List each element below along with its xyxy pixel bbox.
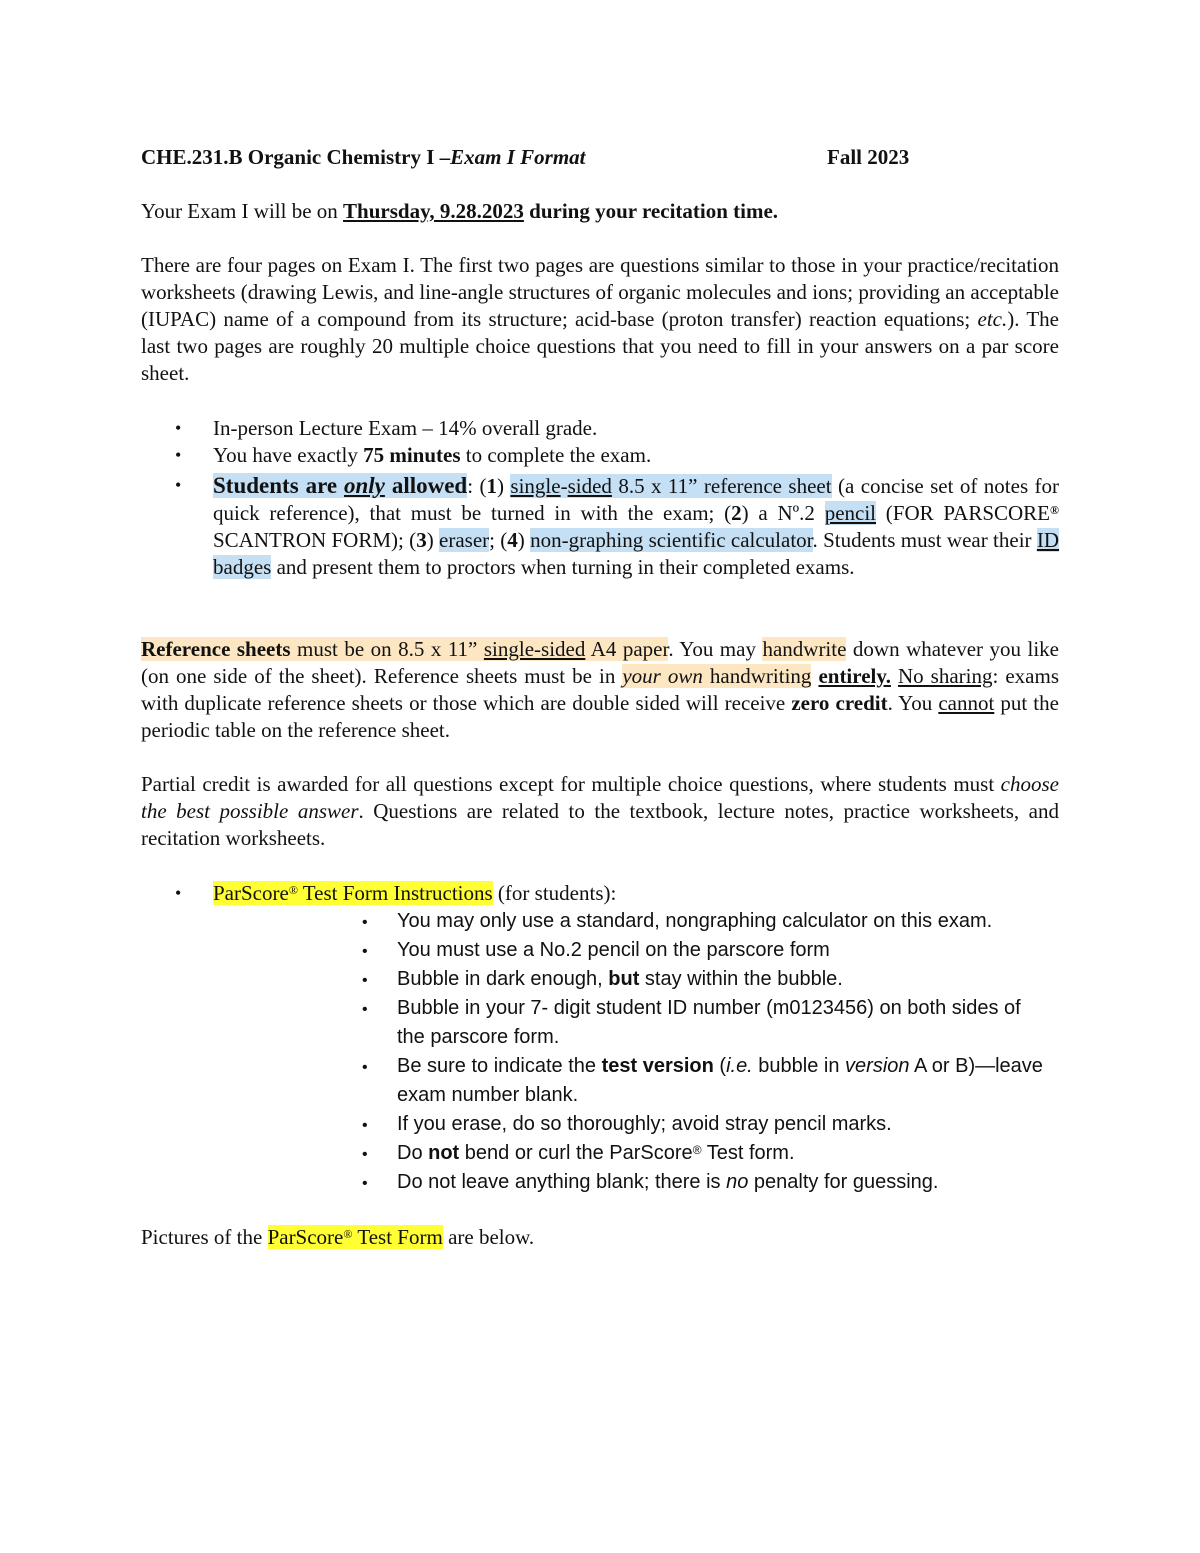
cannot-word: cannot [938,691,995,715]
sided-word: sided [567,474,612,498]
entirely-word: entirely. [818,664,891,688]
i7-b: not [428,1142,460,1164]
intro-tail: during your recitation time. [523,199,779,223]
i5-f: version [845,1055,910,1077]
duplicate-text: : exams with duplicate reference sheets or those which are double sided will receive [141,664,1060,715]
i5-g: A or B)—leave [909,1055,1043,1077]
i8-a: Do not leave anything blank; there is [397,1171,727,1193]
intro-lead: Your Exam I will be on [141,199,344,223]
close-4: ) [517,528,531,552]
i3-a: Bubble in dark enough, [397,968,609,990]
closing-parscore: ParScore [267,1225,344,1249]
only-word: only [344,473,385,498]
students-are: Students are [213,473,344,498]
calculator-text: non-graphing scientific calculator [530,528,813,552]
i7-a: Do [397,1142,429,1164]
i3-b: but [608,968,640,990]
bullet-dot-icon: • [175,418,182,438]
bullet-dot-icon: • [175,475,182,495]
dash: - [560,474,568,498]
instruction-item [362,907,368,937]
closing-highlight [268,1225,443,1249]
instruction-item [362,1110,368,1140]
pencil-word: pencil [824,501,877,525]
overview-text: There are four pages on Exam I. The first two pages are questions similar to those in your practice/recitation worksheets (drawing Lewis, and line-angle structures of organic molecules and ions; providing an acceptable (IUPAC) name of a compound from its structure; acid-base (proton transfer) reaction equations; [141,253,1059,331]
registered-mark: ® [288,883,298,897]
allowed-word: allowed [384,473,468,498]
bullet-dot-icon: • [362,1175,368,1192]
closing-tail: are below. [442,1225,535,1249]
handwriting-word: handwriting [702,664,812,688]
instruction-text [397,1168,938,1197]
bullet-text: In-person Lecture Exam – 14% overall grade. [213,416,598,440]
num-2-tail: ) a Nº.2 [741,501,825,525]
ref-sheet: 8.5 x 11” reference sheet [611,474,832,498]
own-handwriting [622,664,811,688]
bullet-text [213,442,1059,469]
num-4: 4 [507,528,518,552]
instruction-text [397,1052,1043,1081]
bullet-dot-icon: • [362,1059,368,1076]
students-allowed-label [213,473,467,498]
overview-etc: etc. [977,307,1008,331]
i5-b: test version [601,1055,714,1077]
i8-c: penalty for guessing. [748,1171,939,1193]
bullet-text [213,880,1059,907]
bullet-dot-icon: • [175,445,182,465]
i3-c: stay within the bubble. [639,968,843,990]
handwrite-word: handwrite [762,637,847,661]
time-tail: to complete the exam. [460,443,652,467]
eraser-word: eraser [439,528,490,552]
semicolon: ; ( [489,528,508,552]
bullet-text [213,472,1059,581]
course-title [141,144,586,171]
partial-italic: choose the best possible answer [141,772,1059,823]
course-name: CHE.231.B Organic Chemistry I – [141,145,451,169]
partial-lead: Partial credit is awarded for all questions except for multiple choice questions, where students must [141,772,1001,796]
instruction-item [362,1052,368,1082]
instruction-text-cont: exam number blank. [397,1084,579,1106]
form-text-2: SCANTRON FORM); ( [213,528,417,552]
instruction-text [397,1139,795,1168]
must-be: must be on 8.5 x 11” [290,637,484,661]
instruction-text: Bubble in your 7- digit student ID number (m0123456) on both sides of [397,997,1021,1019]
instruction-item [362,994,368,1024]
i5-c: ( [713,1055,727,1077]
instruction-text-cont: the parscore form. [397,1026,560,1048]
closing-line [141,1224,534,1251]
badges-lead: Students must wear their [817,528,1037,552]
i5-d: i.e. [726,1055,753,1077]
no-sharing: No sharing [897,664,993,688]
bullet-dot-icon: • [362,1001,368,1018]
i8-b: no [726,1171,749,1193]
dot: . [812,528,818,552]
periodic-text: put the periodic table on the reference sheet. [141,691,1059,742]
registered-mark: ® [1050,503,1059,517]
bullet-dot-icon: • [362,914,368,931]
instruction-text: You may only use a standard, nongraphing calculator on this exam. [397,910,993,932]
exam-format-label: Exam I Format [450,145,586,169]
you-may: . You may [668,637,763,661]
bullet-dot-icon: • [362,1117,368,1134]
bullet-dot-icon: • [362,972,368,989]
bullet-dot-icon: • [175,883,182,903]
instruction-item [362,936,368,966]
num-2: 2 [731,501,742,525]
instruction-text: You must use a No.2 pencil on the parscore form [397,939,830,961]
parscore-title-tail: (for students): [492,881,617,905]
id-word: ID [1036,528,1060,552]
parscore-title-rest: Test Form Instructions [297,881,493,905]
i7-c: bend or curl the ParScore [459,1142,693,1164]
badges-word: badges [213,555,272,579]
overview-paragraph [141,252,1059,387]
close-3: ) [426,528,440,552]
i7-d: Test form. [701,1142,795,1164]
instruction-text: If you erase, do so thoroughly; avoid stray pencil marks. [397,1113,892,1135]
registered-mark: ® [343,1227,353,1241]
partial-credit-paragraph [141,771,1059,852]
time-minutes: 75 minutes [363,443,461,467]
registered-mark: ® [692,1143,702,1157]
overview-tail: ). The last two pages are roughly 20 multiple choice questions that you need to fill in your answers on a par score sheet. [141,307,1060,385]
ref-sheet-spec [291,637,669,661]
parscore-title [213,881,493,905]
ref-desc: (a concise set of notes for quick reference), that must be turned in with the exam; ( [213,474,1060,525]
instruction-item [362,1139,368,1169]
num-3: 3 [416,528,427,552]
badges-tail: and present them to proctors when turning in their completed exams. [271,555,855,579]
time-lead: You have exactly [213,443,364,467]
bullet-dot-icon: • [362,1146,368,1163]
a4-paper: A4 paper [585,637,669,661]
instruction-item [362,1168,368,1198]
close-1: ) [496,474,511,498]
colon: : ( [467,474,487,498]
i5-e: bubble in [752,1055,846,1077]
parscore-name: ParScore [213,881,289,905]
bullet-dot-icon: • [362,943,368,960]
num-1: 1 [486,474,497,498]
i5-a: Be sure to indicate the [397,1055,602,1077]
exam-date-line [141,198,778,225]
single-sided-ref [510,474,831,498]
you-word: . You [887,691,939,715]
single-sided-word: single-sided [483,637,586,661]
your-own: your own [622,664,703,688]
zero-credit: zero credit [791,691,888,715]
form-text: (FOR PARSCORE [876,501,1051,525]
exam-date: Thursday, 9.28.2023 [343,199,524,223]
instruction-text [397,965,843,994]
ref-sheets-label: Reference sheets [141,637,291,661]
ref-down: down whatever you like (on one side of the sheet). Reference sheets must be in [141,637,1059,688]
closing-test-form: Test Form [352,1225,443,1249]
closing-lead: Pictures of the [141,1225,268,1249]
term-label: Fall 2023 [827,145,910,169]
single-word: single [510,474,561,498]
instruction-item [362,965,368,995]
reference-sheet-paragraph [141,636,1059,744]
partial-tail: . Questions are related to the textbook, lecture notes, practice worksheets, and recitation worksheets. [141,799,1060,850]
